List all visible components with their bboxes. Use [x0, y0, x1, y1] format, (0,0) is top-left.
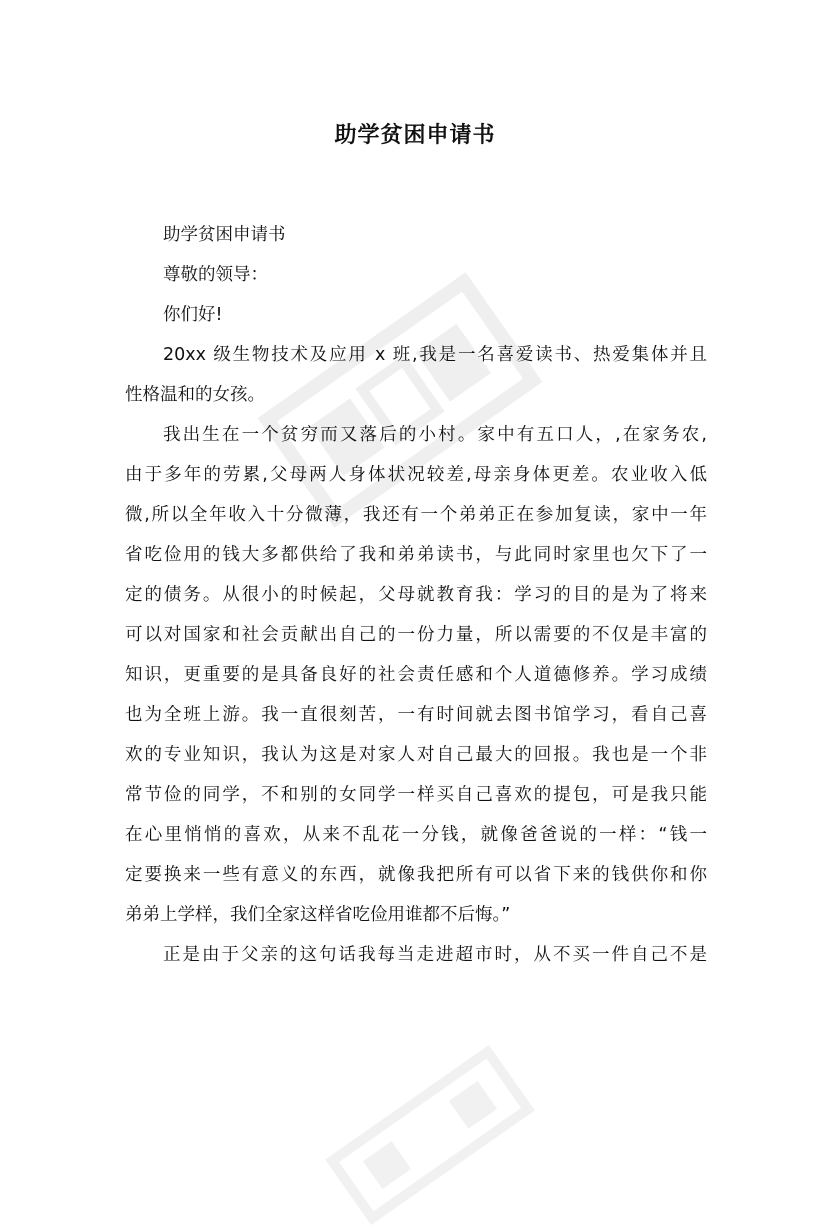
text-line: 你们好!	[163, 305, 223, 325]
text-line: 可以对国家和社会贡献出自己的一份力量，所以需要的不仅是丰富的	[125, 625, 707, 645]
text-line: 常节俭的同学，不和别的女同学一样买自己喜欢的提包，可是我只能	[125, 785, 707, 805]
text-line: 正是由于父亲的这句话我每当走进超市时，从不买一件自己不是	[163, 945, 707, 965]
text-line: 尊敬的领导：	[163, 265, 268, 285]
text-line: 助学贫困申请书	[163, 225, 286, 245]
text-line: 定的债务。从很小的时候起，父母就教育我：学习的目的是为了将来	[125, 585, 707, 605]
document-body	[125, 215, 707, 975]
text-line: 知识，更重要的是具备良好的社会责任感和个人道德修养。学习成绩	[125, 665, 707, 685]
text-line: 20xx 级生物技术及应用 x 班,我是一名喜爱读书、热爱集体并且	[163, 345, 707, 365]
text-line: 定要换来一些有意义的东西，就像我把所有可以省下来的钱供你和你	[125, 865, 707, 885]
text-line: 省吃俭用的钱大多都供给了我和弟弟读书，与此同时家里也欠下了一	[125, 545, 707, 565]
text-line: 欢的专业知识，我认为这是对家人对自己最大的回报。我也是一个非	[125, 745, 707, 765]
watermark-logo-icon	[322, 1041, 537, 1229]
text-line: 性格温和的女孩。	[125, 385, 265, 405]
text-line: 也为全班上游。我一直很刻苦，一有时间就去图书馆学习，看自己喜	[125, 705, 707, 725]
text-line: 微,所以全年收入十分微薄，我还有一个弟弟正在参加复读，家中一年	[125, 505, 707, 525]
text-line: 我出生在一个贫穷而又落后的小村。家中有五口人，,在家务农,	[163, 425, 707, 445]
page-title: 助学贫困申请书	[334, 123, 496, 148]
text-line: 在心里悄悄的喜欢，从来不乱花一分钱，就像爸爸说的一样：“钱一	[125, 825, 707, 845]
text-line: 弟弟上学样，我们全家这样省吃俭用谁都不后悔。”	[125, 905, 511, 925]
text-line: 由于多年的劳累,父母两人身体状况较差,母亲身体更差。农业收入低	[125, 465, 707, 485]
